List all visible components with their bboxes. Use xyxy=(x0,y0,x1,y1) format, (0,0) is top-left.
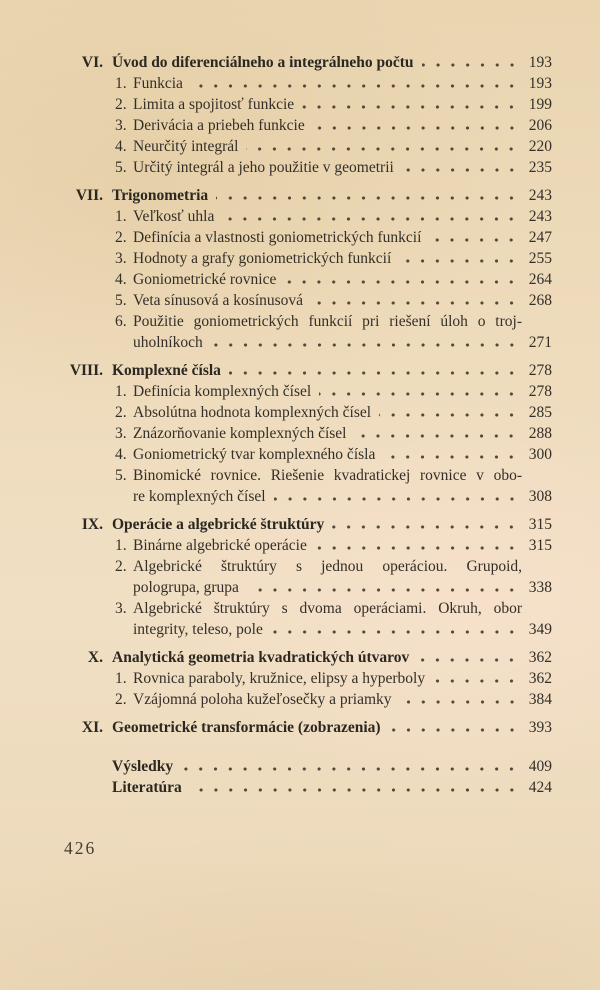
toc-item-row xyxy=(30,423,552,444)
dot-leader xyxy=(302,94,522,115)
toc-section xyxy=(30,52,552,178)
item-page-number: 264 xyxy=(528,271,552,288)
item-title: Funkcia xyxy=(133,75,183,92)
chapter-page-number: 278 xyxy=(528,362,552,379)
backmatter xyxy=(30,756,552,798)
item-number: 3. xyxy=(115,600,127,617)
chapter-numeral: XI. xyxy=(81,719,103,736)
item-page-number: 243 xyxy=(528,208,552,225)
item-page-number: 285 xyxy=(528,404,552,421)
item-number: 1. xyxy=(115,75,127,92)
item-title-line1: Binomické rovnice. Riešenie kvadratickej rovnice v obo- xyxy=(133,467,522,484)
item-number: 4. xyxy=(115,446,127,463)
dot-leader xyxy=(246,136,522,157)
chapter-row xyxy=(30,717,552,738)
dot-leader xyxy=(319,381,522,402)
chapter-page-number: 362 xyxy=(528,649,552,666)
item-number: 6. xyxy=(115,313,127,330)
chapter-title: Geometrické transformácie (zobrazenia) xyxy=(112,719,381,736)
toc-item-row xyxy=(30,206,552,227)
item-title: Absolútna hodnota komplexných čísel xyxy=(133,404,372,421)
chapter-row xyxy=(30,52,552,73)
dot-leader xyxy=(247,577,522,598)
toc-section xyxy=(30,514,552,640)
item-page-number: 308 xyxy=(528,488,552,505)
item-title-line2: pologrupa, grupa xyxy=(133,579,239,596)
dot-leader xyxy=(400,689,522,710)
item-title: Veta sínusová a kosínusová xyxy=(133,292,304,309)
chapter-row xyxy=(30,185,552,206)
dot-leader xyxy=(229,360,522,381)
item-page-number: 349 xyxy=(528,621,552,638)
toc-item-row xyxy=(30,598,552,619)
chapter-numeral: X. xyxy=(87,649,103,666)
item-title-line1: Algebrické štruktúry s jednou operáciou. Grupoid, xyxy=(133,558,522,575)
item-number: 5. xyxy=(115,292,127,309)
chapter-title: Trigonometria xyxy=(112,187,209,204)
item-page-number: 268 xyxy=(528,292,552,309)
dot-leader xyxy=(274,486,522,507)
backmatter-page-number: 409 xyxy=(528,758,552,775)
item-page-number: 300 xyxy=(528,446,552,463)
item-number: 4. xyxy=(115,138,127,155)
item-number: 1. xyxy=(115,383,127,400)
toc-item-row xyxy=(30,381,552,402)
item-page-number: 220 xyxy=(528,138,552,155)
item-title-line2: re komplexných čísel xyxy=(133,488,266,505)
item-page-number: 271 xyxy=(528,334,552,351)
item-title-line1: Použitie goniometrických funkcií pri riešení úloh o troj- xyxy=(133,313,522,330)
toc-item-row xyxy=(30,115,552,136)
item-number: 5. xyxy=(115,467,127,484)
item-number: 5. xyxy=(115,159,127,176)
chapter-numeral: VIII. xyxy=(69,362,103,379)
table-of-contents xyxy=(30,52,552,798)
dot-leader xyxy=(315,535,522,556)
dot-leader xyxy=(216,185,522,206)
toc-item-row xyxy=(30,157,552,178)
chapter-page-number: 193 xyxy=(528,54,552,71)
item-number: 3. xyxy=(115,250,127,267)
backmatter-title: Literatúra xyxy=(112,779,182,796)
toc-section xyxy=(30,647,552,710)
dot-leader xyxy=(417,647,522,668)
dot-leader xyxy=(422,52,522,73)
item-page-number: 362 xyxy=(528,670,552,687)
dot-leader xyxy=(332,514,522,535)
backmatter-row xyxy=(30,756,552,777)
dot-leader xyxy=(429,227,522,248)
item-title: Definícia komplexných čísel xyxy=(133,383,312,400)
toc-item-row xyxy=(30,535,552,556)
dot-leader xyxy=(313,115,522,136)
toc-item-row xyxy=(30,444,552,465)
item-page-number: 247 xyxy=(528,229,552,246)
item-title: Rovnica paraboly, kružnice, elipsy a hyperboly xyxy=(133,670,426,687)
toc-item-row xyxy=(30,465,552,486)
item-page-number: 206 xyxy=(528,117,552,134)
item-number: 4. xyxy=(115,271,127,288)
chapter-page-number: 315 xyxy=(528,516,552,533)
toc-section xyxy=(30,185,552,353)
chapter-title: Operácie a algebrické štruktúry xyxy=(112,516,325,533)
toc-item-row xyxy=(30,73,552,94)
dot-leader xyxy=(181,756,522,777)
backmatter-title: Výsledky xyxy=(112,758,174,775)
dot-leader xyxy=(399,248,522,269)
dot-leader xyxy=(211,332,522,353)
item-title: Goniometrický tvar komplexného čísla xyxy=(133,446,376,463)
item-number: 2. xyxy=(115,229,127,246)
item-title: Definícia a vlastnosti goniometrických funkcií xyxy=(133,229,422,246)
toc-item-row xyxy=(30,248,552,269)
toc-item-row xyxy=(30,689,552,710)
item-title: Binárne algebrické operácie xyxy=(133,537,307,554)
backmatter-row xyxy=(30,777,552,798)
item-page-number: 384 xyxy=(528,691,552,708)
chapter-title: Komplexné čísla xyxy=(112,362,221,379)
item-page-number: 338 xyxy=(528,579,552,596)
item-title-line2: uholníkoch xyxy=(133,334,203,351)
chapter-title: Analytická geometria kvadratických útvarov xyxy=(112,649,410,666)
item-title: Určitý integrál a jeho použitie v geometrii xyxy=(133,159,394,176)
dot-leader xyxy=(433,668,522,689)
item-title: Hodnoty a grafy goniometrických funkcií xyxy=(133,250,392,267)
dot-leader xyxy=(191,73,522,94)
item-page-number: 235 xyxy=(528,159,552,176)
item-number: 3. xyxy=(115,117,127,134)
chapter-row xyxy=(30,360,552,381)
item-number: 2. xyxy=(115,96,127,113)
page-folio: 426 xyxy=(64,838,97,858)
dot-leader xyxy=(284,269,522,290)
item-title-line2: integrity, teleso, pole xyxy=(133,621,263,638)
item-number: 1. xyxy=(115,670,127,687)
item-page-number: 193 xyxy=(528,75,552,92)
toc-item-row xyxy=(30,486,552,507)
dot-leader xyxy=(402,157,522,178)
chapter-page-number: 243 xyxy=(528,187,552,204)
item-page-number: 255 xyxy=(528,250,552,267)
toc-item-row xyxy=(30,94,552,115)
item-number: 2. xyxy=(115,691,127,708)
chapter-row xyxy=(30,514,552,535)
toc-item-row xyxy=(30,311,552,332)
toc-item-row xyxy=(30,136,552,157)
dot-leader xyxy=(190,777,522,798)
dot-leader xyxy=(379,402,522,423)
item-title: Vzájomná poloha kužeľosečky a priamky xyxy=(133,691,392,708)
toc-item-row xyxy=(30,402,552,423)
toc-item-row xyxy=(30,269,552,290)
chapter-numeral: VI. xyxy=(81,54,103,71)
dot-leader xyxy=(271,619,522,640)
toc-item-row xyxy=(30,227,552,248)
toc-item-row xyxy=(30,556,552,577)
chapter-numeral: IX. xyxy=(81,516,103,533)
toc-item-row xyxy=(30,577,552,598)
item-title: Neurčitý integrál xyxy=(133,138,239,155)
item-page-number: 315 xyxy=(528,537,552,554)
toc-item-row xyxy=(30,290,552,311)
item-page-number: 199 xyxy=(528,96,552,113)
item-page-number: 278 xyxy=(528,383,552,400)
chapter-numeral: VII. xyxy=(75,187,103,204)
item-number: 2. xyxy=(115,558,127,575)
dot-leader xyxy=(354,423,522,444)
item-number: 1. xyxy=(115,208,127,225)
toc-section xyxy=(30,717,552,738)
item-number: 3. xyxy=(115,425,127,442)
dot-leader xyxy=(389,717,522,738)
item-page-number: 288 xyxy=(528,425,552,442)
item-number: 2. xyxy=(115,404,127,421)
item-title: Limita a spojitosť funkcie xyxy=(133,96,295,113)
toc-item-row xyxy=(30,668,552,689)
item-title-line1: Algebrické štruktúry s dvoma operáciami. Okruh, obor xyxy=(133,600,522,617)
backmatter-page-number: 424 xyxy=(528,779,552,796)
item-title: Goniometrické rovnice xyxy=(133,271,277,288)
chapter-row xyxy=(30,647,552,668)
chapter-title: Úvod do diferenciálneho a integrálneho počtu xyxy=(112,54,414,71)
dot-leader xyxy=(222,206,522,227)
item-number: 1. xyxy=(115,537,127,554)
dot-leader xyxy=(383,444,522,465)
toc-section xyxy=(30,360,552,507)
item-title: Znázorňovanie komplexných čísel xyxy=(133,425,347,442)
toc-item-row xyxy=(30,619,552,640)
chapter-page-number: 393 xyxy=(528,719,552,736)
dot-leader xyxy=(311,290,522,311)
toc-item-row xyxy=(30,332,552,353)
item-title: Veľkosť uhla xyxy=(133,208,215,225)
item-title: Derivácia a priebeh funkcie xyxy=(133,117,305,134)
